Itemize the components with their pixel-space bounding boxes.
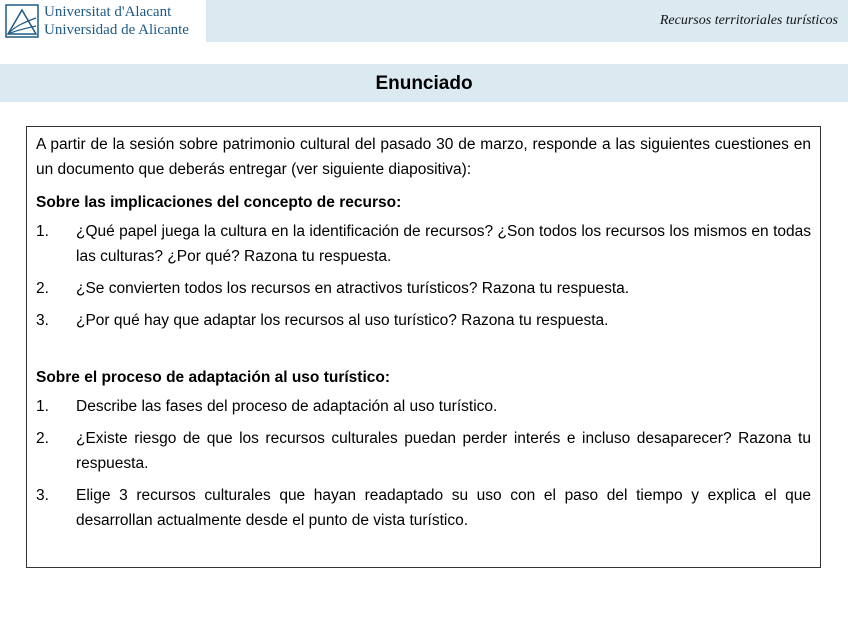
item-text: ¿Qué papel juega la cultura en la identificación de recursos? ¿Son todos los recursos los mismos en todas las culturas? ¿Por qué? Razona tu respuesta. (76, 223, 811, 265)
item-number: 3. (36, 312, 49, 329)
item-text: ¿Por qué hay que adaptar los recursos al uso turístico? Razona tu respuesta. (76, 312, 609, 329)
item-number: 2. (36, 280, 49, 297)
item-text: Describe las fases del proceso de adaptación al uso turístico. (76, 398, 498, 415)
question-list (36, 394, 811, 533)
section-spacer (36, 340, 811, 365)
question-list (36, 219, 811, 333)
content-box (26, 126, 821, 568)
university-logo (0, 0, 206, 42)
logo-line-valencian: Universitat d'Alacant (44, 4, 172, 20)
list-item (36, 308, 811, 333)
item-number: 1. (36, 398, 49, 415)
university-emblem-icon (5, 4, 39, 38)
list-item (36, 394, 811, 419)
logo-text (44, 3, 189, 39)
list-item (36, 219, 811, 269)
logo-line-spanish: Universidad de Alicante (44, 22, 189, 38)
intro-paragraph: A partir de la sesión sobre patrimonio cultural del pasado 30 de marzo, responde a las siguientes cuestiones en un documento que deberás entregar (ver siguiente diapositiva): (36, 136, 811, 178)
slide-title: Enunciado (375, 73, 473, 94)
item-number: 3. (36, 487, 49, 504)
item-number: 1. (36, 223, 49, 240)
list-item (36, 483, 811, 533)
item-number: 2. (36, 430, 49, 447)
section-heading: Sobre las implicaciones del concepto de recurso: (36, 194, 402, 211)
item-text: ¿Se convierten todos los recursos en atractivos turísticos? Razona tu respuesta. (76, 280, 630, 297)
course-title: Recursos territoriales turísticos (659, 13, 838, 28)
section-heading: Sobre el proceso de adaptación al uso turístico: (36, 369, 390, 386)
item-text: Elige 3 recursos culturales que hayan readaptado su uso con el paso del tiempo y explica el que desarrollan actualmente desde el punto de vista turístico. (76, 487, 811, 529)
list-item (36, 276, 811, 301)
item-text: ¿Existe riesgo de que los recursos culturales puedan perder interés e incluso desaparecer? Razona tu respuesta. (76, 430, 811, 472)
list-item (36, 426, 811, 476)
